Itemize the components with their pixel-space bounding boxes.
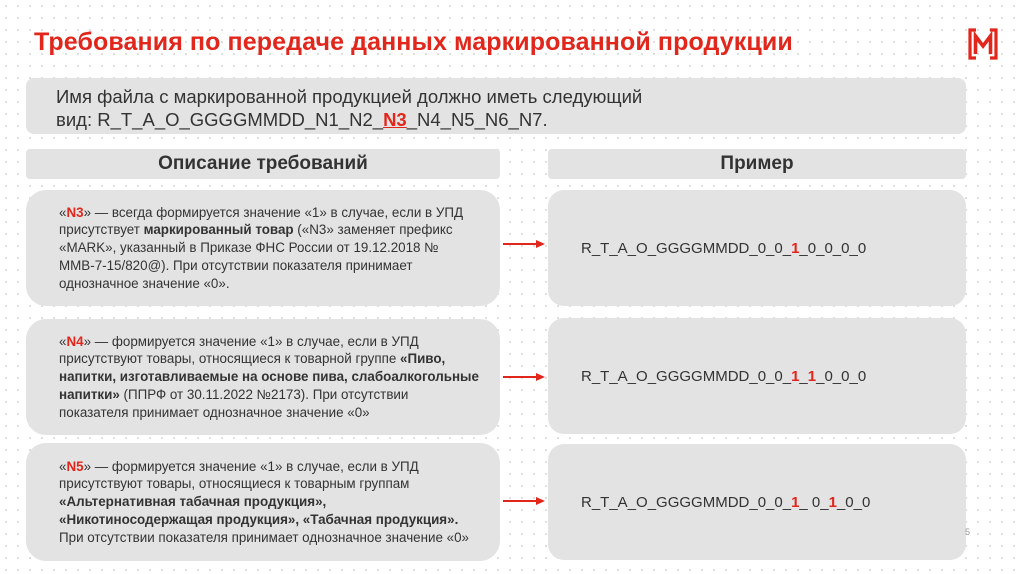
open-quote: «	[59, 333, 67, 349]
example-part-highlight: 1	[791, 239, 800, 257]
requirement-card-n5	[26, 443, 500, 561]
example-part: R_T_A_O_GGGGMMDD_0_0_	[581, 367, 792, 385]
example-part-highlight: 1	[791, 367, 800, 385]
requirement-code: N5	[66, 458, 84, 474]
example-part: R_T_A_O_GGGGMMDD_0_0_	[581, 493, 792, 511]
requirement-segment: » — всегда формируется значение «1» в случае, если в УПД присутствует	[59, 204, 464, 238]
example-card-n3	[548, 190, 966, 306]
example-part: _	[799, 367, 808, 385]
intro-highlight: N3	[383, 109, 407, 130]
open-quote: «	[59, 458, 67, 474]
example-part: _0_0_0	[816, 367, 867, 385]
example-part: _0_0_0_0	[799, 239, 867, 257]
requirement-segment: (ППРФ от 30.11.2022 №2173). При отсутствии показателя принимает однозначное значение «0»	[59, 386, 409, 420]
requirement-segment: » — формируется значение «1» в случае, если в УПД присутствуют товары, относящиеся к товарным группам	[59, 458, 419, 492]
requirement-segment-bold: маркированный товар	[143, 222, 294, 238]
example-header: Пример	[548, 149, 966, 179]
requirement-text	[59, 333, 480, 422]
arrow-right-icon	[503, 239, 545, 249]
intro-line-1: Имя файла с маркированной продукцией должно иметь следующий	[56, 86, 643, 107]
requirement-code: N3	[66, 204, 84, 220]
requirement-segment: При отсутствии показателя принимает однозначное значение «0»	[59, 529, 470, 545]
intro-line-2	[56, 108, 966, 131]
example-part: R_T_A_O_GGGGMMDD_0_0_	[581, 239, 792, 257]
requirement-segment-bold: «Пиво, напитки, изготавливаемые на основе пива, слабоалкогольные напитки»	[59, 351, 479, 402]
requirement-segment-bold: «Альтернативная табачная продукция», «Никотиносодержащая продукция», «Табачная продукция».	[59, 494, 459, 527]
page-number: 5	[965, 527, 971, 537]
example-part: _ 0_	[799, 493, 829, 511]
open-quote: «	[59, 204, 67, 220]
example-part-highlight: 1	[807, 367, 817, 385]
arrow-right-icon	[503, 372, 545, 382]
example-card-n5	[548, 444, 966, 560]
intro-panel	[26, 78, 966, 134]
description-header: Описание требований	[26, 149, 500, 179]
requirement-segment: » — формируется значение «1» в случае, если в УПД присутствуют товары, относящиеся к товарной группе	[59, 333, 419, 367]
page-title: Требования по передаче данных маркированной продукции	[34, 28, 793, 56]
requirement-card-n3	[26, 190, 500, 306]
requirement-text	[59, 204, 480, 293]
example-part: _0_0	[836, 493, 871, 511]
marking-logo-icon	[966, 27, 1000, 61]
intro-prefix: вид: R_T_A_O_GGGGMMDD_N1_N2_	[56, 109, 384, 130]
arrow-right-icon	[503, 496, 545, 506]
requirement-segment: («N3» заменяет префикс «MARK», указанный в Приказе ФНС России от 19.12.2018 № ММВ-7-15/820@). При отсутствии показателя принимает однозначное значение «0».	[59, 222, 453, 291]
requirement-code: N4	[66, 333, 84, 349]
example-part-highlight: 1	[828, 493, 837, 511]
requirement-text	[59, 458, 480, 547]
example-part-highlight: 1	[791, 493, 800, 511]
example-card-n4	[548, 318, 966, 434]
intro-suffix: _N4_N5_N6_N7.	[406, 109, 548, 130]
requirement-card-n4	[26, 319, 500, 435]
